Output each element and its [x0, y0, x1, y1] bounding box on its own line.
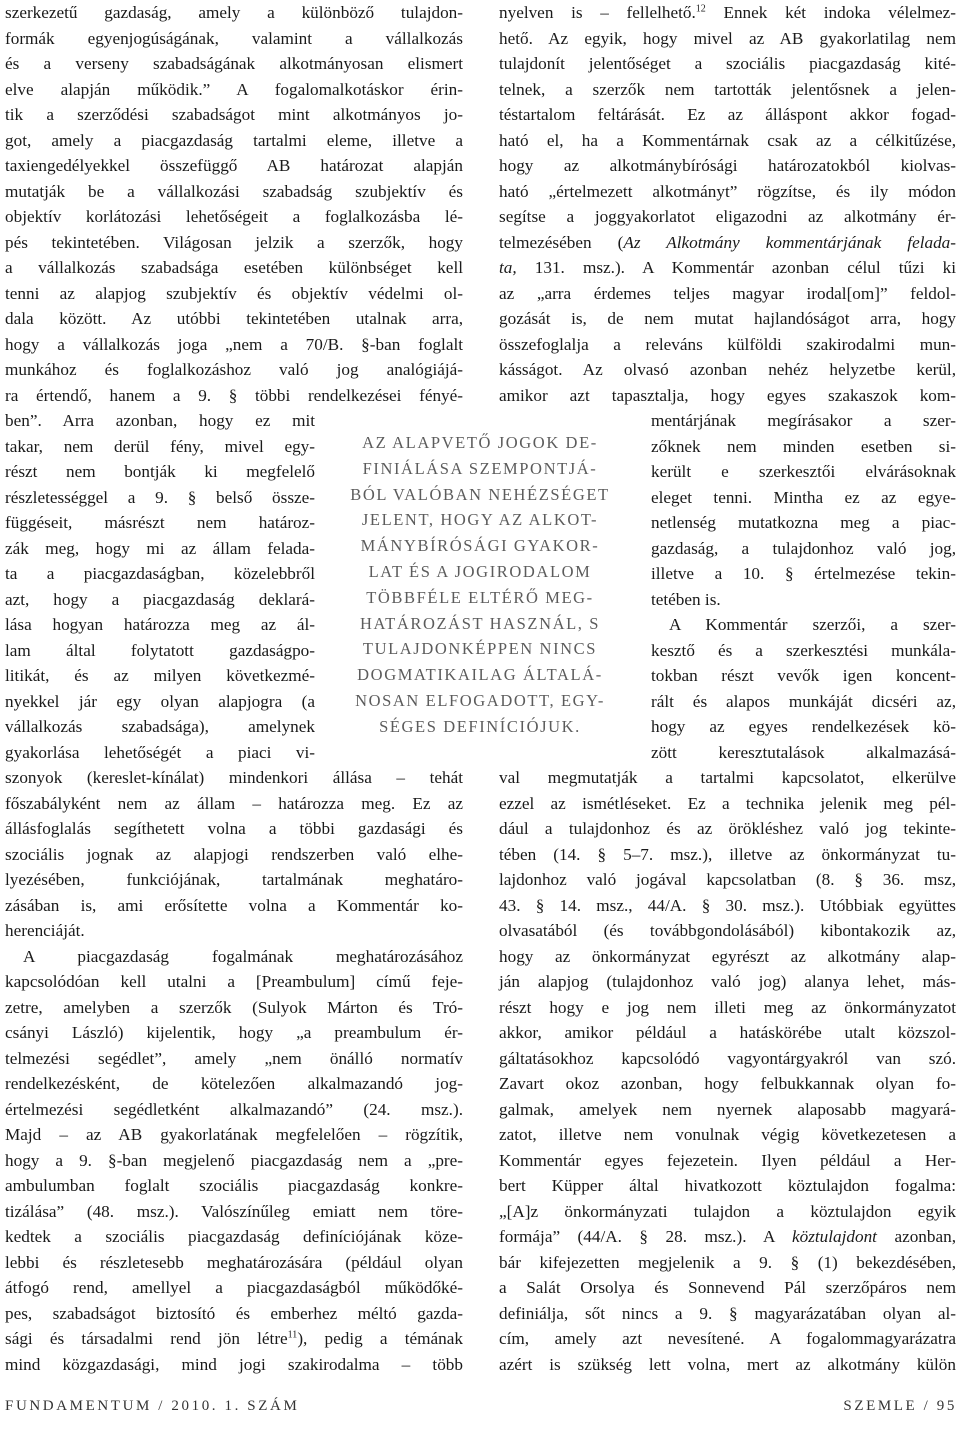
text-line: rendelkezésként, de kötelezően alkalmazandó jog-	[5, 1074, 463, 1093]
text-line: ján alapjog (tulajdonhoz való jog) alanya lehet, más-	[499, 972, 956, 991]
text-line: főszabályként nem az állam – határozza meg. Ez az	[5, 793, 463, 813]
text-line: takar, nem derül fény, mivel egy-	[5, 436, 315, 456]
text-segment: Ennek két indoka vélelmez-	[705, 3, 956, 22]
text-line: szonyok (kereslet-kínálat) mindenkori állása – tehát	[5, 768, 463, 787]
text-line: tenni az alapjog szubjektív és objektív védelmi ol-	[5, 283, 463, 303]
text-line: tik a szerződési szabadságot mint alkotmányos jo-	[5, 105, 463, 124]
text-line: „[A]z önkormányzati tulajdon a köztulajdon egyik	[499, 1201, 956, 1221]
pull-quote-line: MÁNYBÍRÓSÁGI GYAKOR-	[360, 536, 600, 556]
text-line: hogy a vállalkozás joga „nem a 70/B. §-ban foglalt	[5, 334, 463, 354]
text-segment: ), pedig a témának	[297, 1329, 463, 1348]
left-paragraph-1	[5, 0, 463, 408]
footnote-marker: 11	[287, 1329, 298, 1341]
text-line	[499, 0, 956, 26]
text-line: lyezésében, funkciójának, tartalmának meghatáro-	[5, 870, 463, 889]
text-line: segítse a joggyakorlatot eligazodni az alkotmány ér-	[499, 207, 956, 226]
text-line: telmezési segédlet”, amely „nem önálló normatív	[5, 1048, 463, 1068]
pull-quote-line: JELENT, HOGY AZ ALKOT-	[361, 510, 599, 530]
text-line: Zavart okoz azonban, hogy felbukkannak olyan fo-	[499, 1074, 956, 1093]
text-line: azt, hogy a piacgazdaság deklará-	[5, 589, 315, 609]
text-line: akkor, amikor például a hatáskörébe utalt közszol-	[499, 1023, 956, 1042]
text-line: tetében is.	[651, 589, 721, 609]
text-line: Majd – az AB gyakorlatának megfelelően – rögzítik,	[5, 1125, 463, 1144]
text-segment: 131. msz.). A Kommentár azonban célul tűzi ki	[516, 258, 956, 277]
text-line: került e szerkesztői elvárásoknak	[651, 462, 956, 481]
text-line: galmak, amelyek nem nyernek alaposabb magyará-	[499, 1099, 956, 1119]
text-line: got, amely a piacgazdaság tartalmi eleme, illetve a	[5, 130, 463, 150]
text-line: Kommentár egyes fejezetein. Ilyen például a Her-	[499, 1150, 956, 1170]
text-line: zött keresztutalások alkalmazásá-	[651, 742, 956, 762]
footer-section-page: SZEMLE / 95	[843, 1398, 957, 1414]
text-segment: telmezésében (	[499, 232, 624, 252]
text-line: dául a tulajdonhoz és az örökléshez való jog tekinte-	[499, 819, 956, 838]
text-line: bert Küpper által hivatkozott köztulajdon fogalma:	[499, 1176, 956, 1195]
text-line: szociális jognak az alapjogi rendszerben való elhe-	[5, 844, 463, 864]
text-line: értelmezési segédletként alkalmazandó” (24. msz.).	[5, 1099, 463, 1119]
italic-text: Az Alkotmány kommentárjának felada-	[623, 232, 956, 252]
text-line: kásságot. Az olvasó azonban nehéz helyzetbe kerül,	[499, 360, 956, 379]
text-line: tulajdonít jelentőséget a szociális piacgazdaság kité-	[499, 54, 956, 73]
pull-quote-line: NOSAN ELFOGADOTT, EGY-	[355, 690, 605, 710]
text-line: és a verseny szabadságának alkotmányosan elismert	[5, 54, 463, 73]
text-line: a Salát Orsolya és Sonnevend Pál szerzőpáros nem	[499, 1278, 956, 1297]
text-line	[499, 255, 956, 281]
right-paragraph-1-narrow	[651, 408, 956, 612]
text-line: olvasatából (és továbbgondolásából) kibontakozik az,	[499, 921, 956, 940]
text-line: hogy az önkormányzat egyrészt az alkotmány alap-	[499, 946, 956, 966]
text-line: részletességgel a 9. § belső össze-	[5, 487, 315, 507]
text-line: pés tekintetében. Világosan jelzik a szerzők, hogy	[5, 232, 463, 252]
text-line: taxiengedélyekkel összefüggő AB határozat alapján	[5, 156, 463, 175]
text-line: részt nem bontják ki megfelelő	[5, 462, 315, 481]
text-line: gazdaság, a tulajdonhoz való jog,	[651, 538, 956, 558]
text-line: zásában is, ami erősítette volna a Kommentár ko-	[5, 895, 463, 915]
footnote-marker: 12	[695, 3, 706, 15]
pull-quote-line: TÖBBFÉLE ELTÉRŐ MEG-	[366, 587, 594, 607]
right-paragraph-2	[499, 765, 956, 1377]
text-line: objektív korlátozási lehetőségeit a foglalkozásba lé-	[5, 207, 463, 226]
pull-quote-line: TULAJDONKÉPPEN NINCS	[362, 639, 598, 659]
pull-quote-line: DOGMATIKAILAG ÁLTALÁ-	[357, 665, 603, 685]
text-line: A Kommentár szerzői, a szer-	[669, 615, 956, 634]
footer-journal-issue: FUNDAMENTUM / 2010. 1. SZÁM	[5, 1398, 300, 1414]
left-paragraph-1-end	[5, 765, 463, 944]
text-line: A piacgazdaság fogalmának meghatározásához	[23, 946, 463, 966]
text-line: zőknek nem minden esetben si-	[651, 436, 956, 456]
text-line: zák meg, hogy mi az állam felada-	[5, 538, 315, 558]
left-paragraph-2	[5, 944, 463, 1378]
text-line: ben”. Arra azonban, hogy ez mit	[5, 411, 315, 430]
text-line: telnek, a szerzők nem tartották jelentősnek a jelen-	[499, 79, 956, 99]
right-paragraph-1	[499, 0, 956, 408]
text-line	[499, 1224, 956, 1250]
text-line: cím, amely azt nevesítené. A fogalommagyarázatra	[499, 1329, 956, 1348]
text-line: hogy a 9. §-ban megjelenő piacgazdaság nem a „pre-	[5, 1150, 463, 1170]
text-line: vállalkozás szabadsága), amelynek	[5, 717, 315, 736]
text-line: csányi László) kijelentik, hogy „a preambulum ér-	[5, 1023, 463, 1042]
text-line: részt hogy e jog nem illeti meg az önkormányzatot	[499, 997, 956, 1017]
text-segment: azonban,	[876, 1227, 956, 1246]
text-line: ezzel az ismétléseket. Ez a technika jelenik meg pél-	[499, 793, 956, 813]
text-line: bár kifejezetten megjelenik a 9. § (1) bekezdésében,	[499, 1252, 956, 1272]
text-line: definiálja, sőt nincs a 9. § magyarázatában olyan al-	[499, 1303, 956, 1323]
text-line: hető. Az egyik, hogy mivel az AB gyakorlatilag nem	[499, 28, 956, 48]
text-line: gyakorlása lehetőségét a piaci vi-	[5, 742, 315, 762]
pull-quote-line: FINIÁLÁSA SZEMPONTJÁ-	[362, 458, 598, 478]
left-paragraph-1-narrow	[5, 408, 315, 765]
text-line: ra értendő, hanem a 9. § többi rendelkezései fényé-	[5, 385, 463, 405]
text-line: lajdonhoz való jogával kapcsolatban (8. § 36. msz,	[499, 870, 956, 889]
text-line: zatot, illetve nem vonulnak végig következetesen a	[499, 1125, 956, 1144]
text-line: zetre, amelyben a szerzők (Sulyok Márton és Tró-	[5, 997, 463, 1017]
text-line: állásfoglalás segíthetett volna a többi gazdasági és	[5, 819, 463, 838]
text-line: tében (14. § 5–7. msz.), illetve az önkormányzat tu-	[499, 844, 956, 864]
pull-quote-line: LAT ÉS A JOGIRODALOM	[368, 561, 592, 581]
text-line: hogy az alkotmánybírósági határozatokból kiolvas-	[499, 156, 956, 175]
italic-text: ta,	[499, 258, 517, 277]
text-line: kedtek a szociális piacgazdaság definíciójának köze-	[5, 1227, 463, 1246]
text-line: azért is szükség lett volna, mert az alkotmány külön	[499, 1354, 956, 1374]
text-line: lása hogyan határozza meg az ál-	[5, 615, 315, 634]
text-line: val megmutatják a tartalmi kapcsolatot, elkerülve	[499, 768, 956, 787]
text-line: kesztő és a szerkesztési munkála-	[651, 640, 956, 660]
text-line: munkához és foglalkozáshoz való jog analógiájá-	[5, 360, 463, 379]
text-line: elve alapján működik.” A fogalomalkotáskor érin-	[5, 79, 463, 99]
text-line: pes, szabadságot biztosító és emberhez méltó gazda-	[5, 1303, 463, 1323]
right-text-column	[499, 0, 956, 1377]
text-line: függéseit, másrészt nem határoz-	[5, 513, 315, 532]
text-line: litikát, és az milyen következmé-	[5, 666, 315, 685]
text-line: a vállalkozás szabadsága esetében különbséget kell	[5, 258, 463, 277]
text-line: mutatják be a vállalkozási szabadság szubjektív és	[5, 181, 463, 201]
text-line: kapcsolódóan kell utalni a [Preambulum] című feje-	[5, 972, 463, 991]
pull-quote-line: HATÁROZÁST HASZNÁL, S	[359, 613, 601, 633]
text-line: ható el, ha a Kommentárnak csak az a célkitűzése,	[499, 130, 956, 150]
pull-quote-line: SÉGES DEFINÍCIÓJUK.	[379, 716, 581, 736]
text-line: téstartalom feltárását. Ez az álláspont akkor fogad-	[499, 105, 956, 124]
text-line: gozását is, de nem mutat hajlandóságot arra, hogy	[499, 309, 956, 328]
page-footer	[5, 1398, 957, 1428]
text-line: gáltatásokhoz kapcsolódó vagyontárgyakról van szó.	[499, 1048, 956, 1068]
text-line: rált és alapos munkáját dicséri az,	[651, 691, 956, 711]
text-line: nyekkel jár egy olyan alapjogra (a	[5, 691, 315, 711]
text-line: tokban részt vevők igen koncent-	[651, 666, 956, 685]
text-line: mind közgazdasági, mind jogi szakirodalma – több	[5, 1354, 463, 1374]
text-line: formák egyenjogúságának, valamint a vállalkozás	[5, 28, 463, 48]
text-line: ambulumban foglalt szociális piacgazdaság konkre-	[5, 1176, 463, 1195]
italic-text: köztulajdont	[791, 1227, 877, 1246]
pull-quote-line: BÓL VALÓBAN NEHÉZSÉGET	[350, 484, 610, 504]
pull-quote-line: AZ ALAPVETŐ JOGOK DE-	[362, 433, 598, 452]
text-segment: formája” (44/A. § 28. msz.). A	[499, 1227, 792, 1246]
text-line: hogy az egyes rendelkezések kö-	[651, 717, 956, 736]
right-paragraph-2-narrow	[651, 612, 956, 765]
text-line: lam által folytatott gazdaságpo-	[5, 640, 315, 660]
text-line: ta a piacgazdaságban, közelebbről	[5, 564, 315, 583]
text-line: átfogó rend, amellyel a piacgazdaságból működőké-	[5, 1278, 463, 1297]
text-line: 43. § 14. msz., 44/A. § 30. msz.). Utóbbiak együttes	[499, 895, 956, 915]
text-line: összefoglalja a releváns külföldi szakirodalmi mun-	[499, 334, 956, 354]
text-line: netlenség mutatkozna meg a piac-	[651, 513, 956, 532]
text-line: dala között. Az utóbbi tekintetében utalnak arra,	[5, 309, 463, 328]
text-line: lebbi és részletesebb meghatározására (például olyan	[5, 1252, 463, 1272]
text-line	[5, 1326, 463, 1352]
text-line: illetve a 10. § értelmezése tekin-	[651, 564, 956, 583]
text-segment: nyelven is – fellelhető.	[499, 3, 696, 22]
text-line: tizálása” (48. msz.). Valószínűleg emiatt nem töre-	[5, 1201, 463, 1221]
text-line: herenciáját.	[5, 921, 85, 940]
text-line: az „arra érdemes teljes magyar irodal[om]” feldol-	[499, 283, 956, 303]
text-line	[499, 230, 956, 256]
text-segment: sági és társadalmi rend jön létre	[5, 1329, 288, 1348]
text-line: szerkezetű gazdaság, amely a különböző tulajdon-	[5, 3, 463, 22]
text-line: ható „értelmezett alkotmányt” rögzítse, és ily módon	[499, 181, 956, 201]
text-line: eleget tenni. Mintha ez az egye-	[651, 487, 956, 507]
text-line: amikor azt tapasztalja, hogy egyes szakaszok kom-	[499, 385, 956, 405]
text-line: mentárjának megírásakor a szer-	[651, 411, 956, 430]
